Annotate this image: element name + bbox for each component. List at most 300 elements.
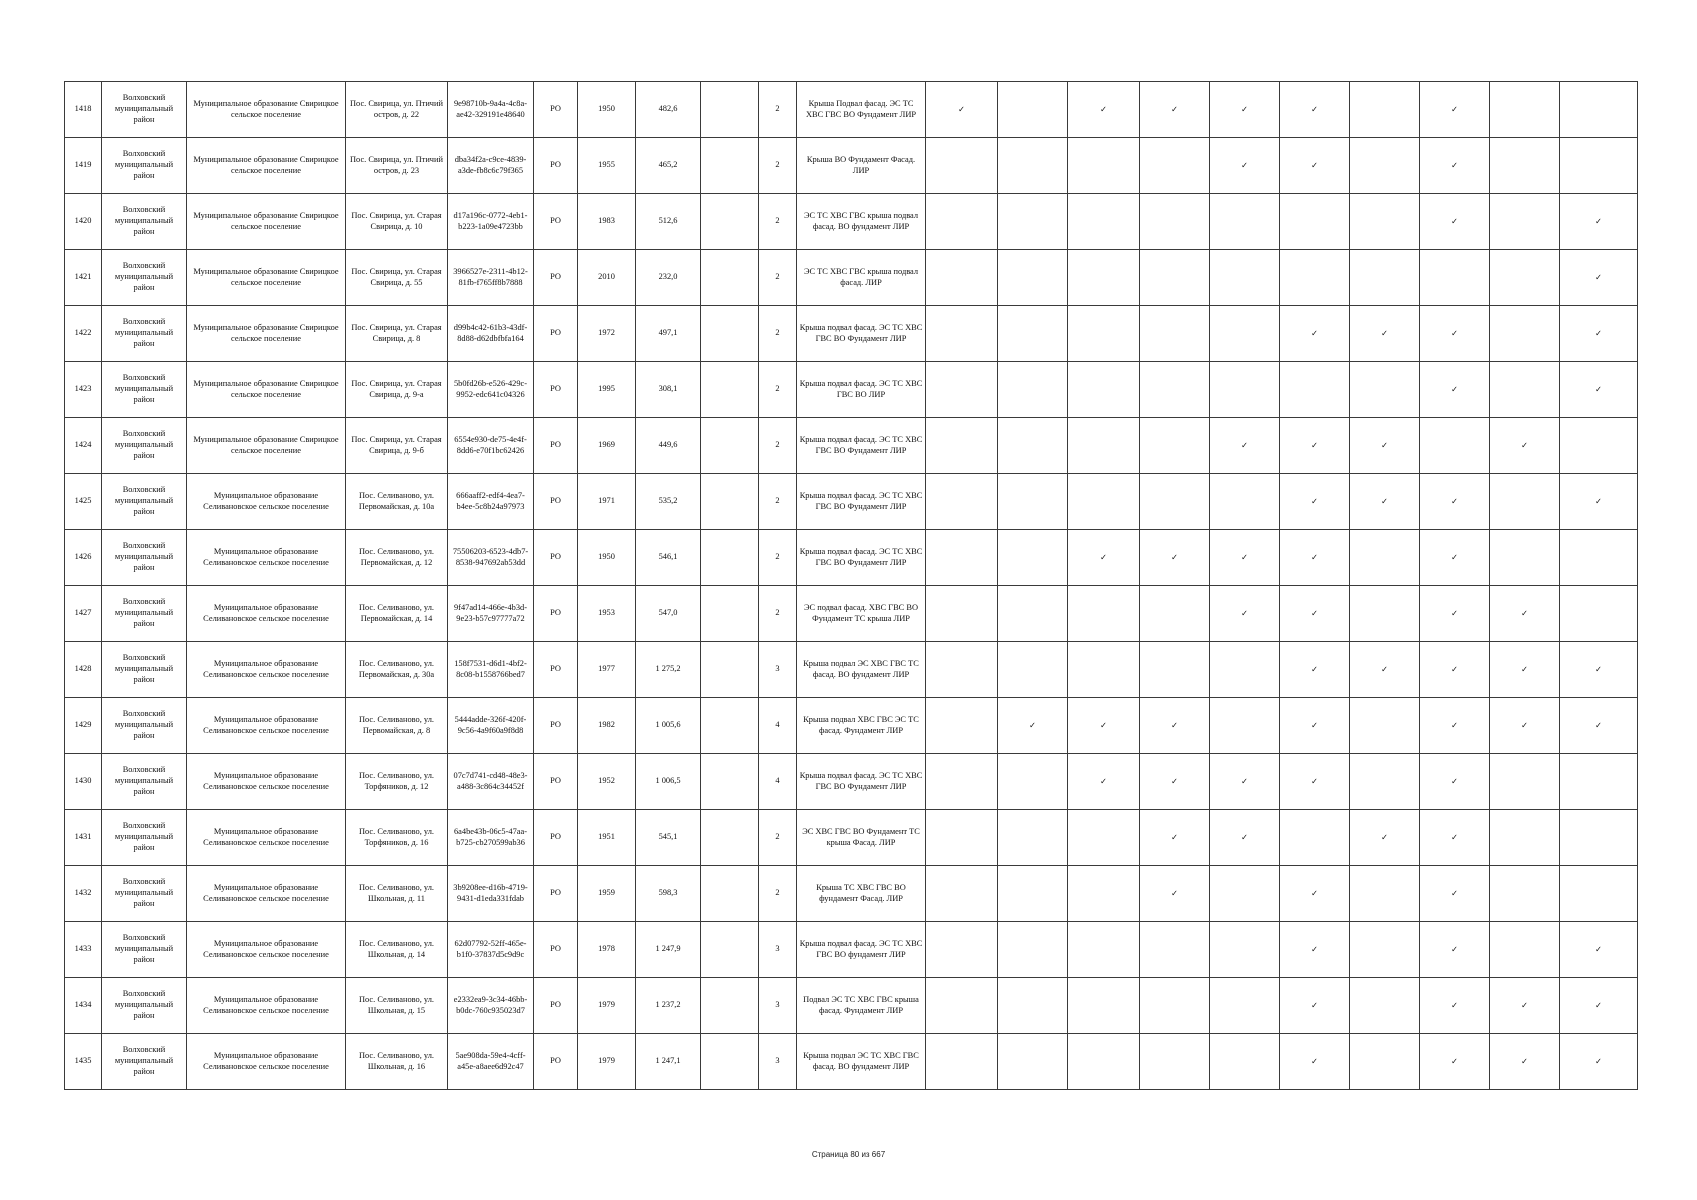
blank-cell xyxy=(701,250,759,306)
empty-mark-cell xyxy=(1350,1034,1420,1090)
check-mark-icon: ✓ xyxy=(1140,82,1210,138)
empty-mark-cell xyxy=(1560,754,1638,810)
building-id-cell: dba34f2a-c9ce-4839-a3de-fb8c6c79f365 xyxy=(448,138,534,194)
empty-mark-cell xyxy=(926,698,998,754)
check-mark-icon: ✓ xyxy=(1420,474,1490,530)
empty-mark-cell xyxy=(1560,418,1638,474)
municipality-cell: Муниципальное образование Селивановское сельское поселение xyxy=(187,922,346,978)
check-mark-icon: ✓ xyxy=(998,698,1068,754)
build-year-cell: 1972 xyxy=(578,306,636,362)
empty-mark-cell xyxy=(1490,474,1560,530)
area-cell: 497,1 xyxy=(636,306,701,362)
works-list-cell: Крыша подвал ХВС ГВС ЭС ТС фасад. Фундамент ЛИР xyxy=(797,698,926,754)
works-list-cell: Крыша подвал фасад. ЭС ТС ХВС ГВС ВО фундамент ЛИР xyxy=(797,922,926,978)
empty-mark-cell xyxy=(1140,642,1210,698)
empty-mark-cell xyxy=(1560,810,1638,866)
district-cell: Волховский муниципальный район xyxy=(102,978,187,1034)
check-mark-icon: ✓ xyxy=(1420,362,1490,418)
check-mark-icon: ✓ xyxy=(1420,1034,1490,1090)
check-mark-icon: ✓ xyxy=(1280,474,1350,530)
empty-mark-cell xyxy=(1350,978,1420,1034)
address-cell: Пос. Селиваново, ул. Школьная, д. 11 xyxy=(346,866,448,922)
works-list-cell: Крыша подвал ЭС ХВС ГВС ТС фасад. ВО фундамент ЛИР xyxy=(797,642,926,698)
empty-mark-cell xyxy=(1280,362,1350,418)
municipality-cell: Муниципальное образование Селивановское сельское поселение xyxy=(187,1034,346,1090)
district-cell: Волховский муниципальный район xyxy=(102,418,187,474)
check-mark-icon: ✓ xyxy=(1490,642,1560,698)
address-cell: Пос. Свирица, ул. Старая Свирица, д. 10 xyxy=(346,194,448,250)
area-cell: 482,6 xyxy=(636,82,701,138)
check-mark-icon: ✓ xyxy=(1140,698,1210,754)
floors-cell: 3 xyxy=(759,922,797,978)
empty-mark-cell xyxy=(1560,82,1638,138)
empty-mark-cell xyxy=(1490,250,1560,306)
works-list-cell: ЭС подвал фасад. ХВС ГВС ВО Фундамент ТС крыша ЛИР xyxy=(797,586,926,642)
empty-mark-cell xyxy=(1140,1034,1210,1090)
program-type-cell: РО xyxy=(534,138,578,194)
empty-mark-cell xyxy=(926,586,998,642)
blank-cell xyxy=(701,474,759,530)
empty-mark-cell xyxy=(998,922,1068,978)
floors-cell: 2 xyxy=(759,418,797,474)
empty-mark-cell xyxy=(1420,418,1490,474)
register-table-body xyxy=(65,82,1638,1090)
district-cell: Волховский муниципальный район xyxy=(102,642,187,698)
build-year-cell: 1977 xyxy=(578,642,636,698)
row-number: 1423 xyxy=(65,362,102,418)
district-cell: Волховский муниципальный район xyxy=(102,866,187,922)
empty-mark-cell xyxy=(1140,978,1210,1034)
works-list-cell: Крыша ТС ХВС ГВС ВО фундамент Фасад. ЛИР xyxy=(797,866,926,922)
empty-mark-cell xyxy=(926,922,998,978)
floors-cell: 3 xyxy=(759,642,797,698)
program-type-cell: РО xyxy=(534,530,578,586)
check-mark-icon: ✓ xyxy=(1280,418,1350,474)
empty-mark-cell xyxy=(1140,138,1210,194)
program-type-cell: РО xyxy=(534,586,578,642)
floors-cell: 2 xyxy=(759,194,797,250)
floors-cell: 2 xyxy=(759,866,797,922)
municipality-cell: Муниципальное образование Селивановское сельское поселение xyxy=(187,866,346,922)
address-cell: Пос. Селиваново, ул. Первомайская, д. 30а xyxy=(346,642,448,698)
address-cell: Пос. Свирица, ул. Старая Свирица, д. 55 xyxy=(346,250,448,306)
floors-cell: 2 xyxy=(759,82,797,138)
check-mark-icon: ✓ xyxy=(1420,306,1490,362)
check-mark-icon: ✓ xyxy=(1560,474,1638,530)
area-cell: 1 247,1 xyxy=(636,1034,701,1090)
blank-cell xyxy=(701,362,759,418)
empty-mark-cell xyxy=(1350,586,1420,642)
area-cell: 465,2 xyxy=(636,138,701,194)
floors-cell: 2 xyxy=(759,138,797,194)
municipality-cell: Муниципальное образование Селивановское сельское поселение xyxy=(187,810,346,866)
building-id-cell: 666aaff2-edf4-4ea7-b4ee-5c8b24a97973 xyxy=(448,474,534,530)
empty-mark-cell xyxy=(1068,810,1140,866)
empty-mark-cell xyxy=(926,250,998,306)
empty-mark-cell xyxy=(926,866,998,922)
district-cell: Волховский муниципальный район xyxy=(102,250,187,306)
row-number: 1426 xyxy=(65,530,102,586)
empty-mark-cell xyxy=(1068,418,1140,474)
floors-cell: 3 xyxy=(759,978,797,1034)
row-number: 1418 xyxy=(65,82,102,138)
row-number: 1430 xyxy=(65,754,102,810)
blank-cell xyxy=(701,586,759,642)
check-mark-icon: ✓ xyxy=(1210,754,1280,810)
empty-mark-cell xyxy=(998,194,1068,250)
empty-mark-cell xyxy=(1068,642,1140,698)
blank-cell xyxy=(701,530,759,586)
build-year-cell: 1955 xyxy=(578,138,636,194)
empty-mark-cell xyxy=(1280,250,1350,306)
empty-mark-cell xyxy=(1068,866,1140,922)
address-cell: Пос. Свирица, ул. Старая Свирица, д. 9-б xyxy=(346,418,448,474)
empty-mark-cell xyxy=(1350,250,1420,306)
empty-mark-cell xyxy=(1280,194,1350,250)
district-cell: Волховский муниципальный район xyxy=(102,82,187,138)
check-mark-icon: ✓ xyxy=(1280,642,1350,698)
district-cell: Волховский муниципальный район xyxy=(102,754,187,810)
empty-mark-cell xyxy=(926,642,998,698)
empty-mark-cell xyxy=(998,1034,1068,1090)
floors-cell: 2 xyxy=(759,250,797,306)
check-mark-icon: ✓ xyxy=(1280,586,1350,642)
check-mark-icon: ✓ xyxy=(1280,138,1350,194)
area-cell: 535,2 xyxy=(636,474,701,530)
empty-mark-cell xyxy=(1068,1034,1140,1090)
table-row xyxy=(65,474,1638,530)
table-row xyxy=(65,1034,1638,1090)
check-mark-icon: ✓ xyxy=(1280,754,1350,810)
empty-mark-cell xyxy=(1280,810,1350,866)
empty-mark-cell xyxy=(1068,922,1140,978)
empty-mark-cell xyxy=(1560,530,1638,586)
row-number: 1433 xyxy=(65,922,102,978)
check-mark-icon: ✓ xyxy=(1350,306,1420,362)
table-row xyxy=(65,698,1638,754)
check-mark-icon: ✓ xyxy=(1280,922,1350,978)
check-mark-icon: ✓ xyxy=(1140,810,1210,866)
row-number: 1420 xyxy=(65,194,102,250)
table-row xyxy=(65,978,1638,1034)
district-cell: Волховский муниципальный район xyxy=(102,530,187,586)
build-year-cell: 1952 xyxy=(578,754,636,810)
empty-mark-cell xyxy=(1210,362,1280,418)
empty-mark-cell xyxy=(998,586,1068,642)
empty-mark-cell xyxy=(926,530,998,586)
empty-mark-cell xyxy=(1490,530,1560,586)
empty-mark-cell xyxy=(1140,362,1210,418)
program-type-cell: РО xyxy=(534,642,578,698)
works-list-cell: ЭС ТС ХВС ГВС крыша подвал фасад. ЛИР xyxy=(797,250,926,306)
empty-mark-cell xyxy=(998,474,1068,530)
empty-mark-cell xyxy=(1068,362,1140,418)
blank-cell xyxy=(701,698,759,754)
address-cell: Пос. Селиваново, ул. Школьная, д. 16 xyxy=(346,1034,448,1090)
works-list-cell: Крыша подвал фасад. ЭС ТС ХВС ГВС ВО Фундамент ЛИР xyxy=(797,418,926,474)
build-year-cell: 1982 xyxy=(578,698,636,754)
empty-mark-cell xyxy=(926,754,998,810)
empty-mark-cell xyxy=(1210,1034,1280,1090)
table-row xyxy=(65,362,1638,418)
program-type-cell: РО xyxy=(534,250,578,306)
row-number: 1422 xyxy=(65,306,102,362)
empty-mark-cell xyxy=(1490,82,1560,138)
build-year-cell: 1978 xyxy=(578,922,636,978)
program-type-cell: РО xyxy=(534,194,578,250)
build-year-cell: 1971 xyxy=(578,474,636,530)
empty-mark-cell xyxy=(1068,250,1140,306)
check-mark-icon: ✓ xyxy=(1140,530,1210,586)
program-type-cell: РО xyxy=(534,306,578,362)
area-cell: 232,0 xyxy=(636,250,701,306)
municipality-cell: Муниципальное образование Свирицкое сельское поселение xyxy=(187,306,346,362)
empty-mark-cell xyxy=(1490,194,1560,250)
municipality-cell: Муниципальное образование Свирицкое сельское поселение xyxy=(187,250,346,306)
blank-cell xyxy=(701,194,759,250)
floors-cell: 2 xyxy=(759,306,797,362)
works-list-cell: Крыша подвал ЭС ТС ХВС ГВС фасад. ВО фундамент ЛИР xyxy=(797,1034,926,1090)
empty-mark-cell xyxy=(1210,698,1280,754)
building-id-cell: 6554e930-de75-4e4f-8dd6-e70f1bc62426 xyxy=(448,418,534,474)
district-cell: Волховский муниципальный район xyxy=(102,1034,187,1090)
check-mark-icon: ✓ xyxy=(1280,698,1350,754)
check-mark-icon: ✓ xyxy=(1560,922,1638,978)
table-row xyxy=(65,922,1638,978)
works-list-cell: Крыша подвал фасад. ЭС ТС ХВС ГВС ВО Фундамент ЛИР xyxy=(797,306,926,362)
empty-mark-cell xyxy=(1350,698,1420,754)
check-mark-icon: ✓ xyxy=(1560,978,1638,1034)
build-year-cell: 1969 xyxy=(578,418,636,474)
build-year-cell: 2010 xyxy=(578,250,636,306)
municipality-cell: Муниципальное образование Селивановское сельское поселение xyxy=(187,474,346,530)
empty-mark-cell xyxy=(998,810,1068,866)
municipality-cell: Муниципальное образование Свирицкое сельское поселение xyxy=(187,82,346,138)
empty-mark-cell xyxy=(1210,250,1280,306)
empty-mark-cell xyxy=(1210,194,1280,250)
build-year-cell: 1995 xyxy=(578,362,636,418)
check-mark-icon: ✓ xyxy=(1140,866,1210,922)
empty-mark-cell xyxy=(1140,922,1210,978)
empty-mark-cell xyxy=(1350,194,1420,250)
build-year-cell: 1979 xyxy=(578,978,636,1034)
check-mark-icon: ✓ xyxy=(1490,418,1560,474)
empty-mark-cell xyxy=(926,978,998,1034)
check-mark-icon: ✓ xyxy=(1210,82,1280,138)
check-mark-icon: ✓ xyxy=(1280,1034,1350,1090)
build-year-cell: 1950 xyxy=(578,530,636,586)
empty-mark-cell xyxy=(1210,978,1280,1034)
blank-cell xyxy=(701,306,759,362)
area-cell: 512,6 xyxy=(636,194,701,250)
check-mark-icon: ✓ xyxy=(1350,474,1420,530)
empty-mark-cell xyxy=(1140,586,1210,642)
check-mark-icon: ✓ xyxy=(1420,810,1490,866)
check-mark-icon: ✓ xyxy=(926,82,998,138)
empty-mark-cell xyxy=(1350,82,1420,138)
blank-cell xyxy=(701,1034,759,1090)
empty-mark-cell xyxy=(1560,866,1638,922)
works-list-cell: ЭС ХВС ГВС ВО Фундамент ТС крыша Фасад. ЛИР xyxy=(797,810,926,866)
address-cell: Пос. Свирица, ул. Птичий остров, д. 23 xyxy=(346,138,448,194)
check-mark-icon: ✓ xyxy=(1560,698,1638,754)
check-mark-icon: ✓ xyxy=(1280,530,1350,586)
address-cell: Пос. Селиваново, ул. Первомайская, д. 14 xyxy=(346,586,448,642)
address-cell: Пос. Селиваново, ул. Первомайская, д. 12 xyxy=(346,530,448,586)
area-cell: 1 247,9 xyxy=(636,922,701,978)
address-cell: Пос. Селиваново, ул. Школьная, д. 15 xyxy=(346,978,448,1034)
building-id-cell: 158f7531-d6d1-4bf2-8c08-b1558766bed7 xyxy=(448,642,534,698)
empty-mark-cell xyxy=(998,754,1068,810)
blank-cell xyxy=(701,418,759,474)
address-cell: Пос. Селиваново, ул. Торфяников, д. 12 xyxy=(346,754,448,810)
table-row xyxy=(65,754,1638,810)
check-mark-icon: ✓ xyxy=(1280,82,1350,138)
empty-mark-cell xyxy=(1140,306,1210,362)
floors-cell: 3 xyxy=(759,1034,797,1090)
check-mark-icon: ✓ xyxy=(1210,530,1280,586)
district-cell: Волховский муниципальный район xyxy=(102,362,187,418)
building-id-cell: 3b9208ee-d16b-4719-9431-d1eda331fdab xyxy=(448,866,534,922)
district-cell: Волховский муниципальный район xyxy=(102,194,187,250)
area-cell: 449,6 xyxy=(636,418,701,474)
works-list-cell: ЭС ТС ХВС ГВС крыша подвал фасад. ВО фундамент ЛИР xyxy=(797,194,926,250)
check-mark-icon: ✓ xyxy=(1210,138,1280,194)
check-mark-icon: ✓ xyxy=(1210,418,1280,474)
empty-mark-cell xyxy=(1420,250,1490,306)
empty-mark-cell xyxy=(926,418,998,474)
table-row xyxy=(65,194,1638,250)
works-list-cell: Крыша подвал фасад. ЭС ТС ХВС ГВС ВО Фундамент ЛИР xyxy=(797,530,926,586)
row-number: 1428 xyxy=(65,642,102,698)
blank-cell xyxy=(701,642,759,698)
empty-mark-cell xyxy=(1490,138,1560,194)
municipality-cell: Муниципальное образование Свирицкое сельское поселение xyxy=(187,138,346,194)
program-type-cell: РО xyxy=(534,82,578,138)
empty-mark-cell xyxy=(1210,642,1280,698)
check-mark-icon: ✓ xyxy=(1420,754,1490,810)
check-mark-icon: ✓ xyxy=(1560,306,1638,362)
build-year-cell: 1953 xyxy=(578,586,636,642)
building-id-cell: 6a4be43b-06c5-47aa-b725-cb270599ab36 xyxy=(448,810,534,866)
table-row xyxy=(65,418,1638,474)
check-mark-icon: ✓ xyxy=(1420,978,1490,1034)
check-mark-icon: ✓ xyxy=(1420,530,1490,586)
empty-mark-cell xyxy=(998,250,1068,306)
building-id-cell: e2332ea9-3c34-46bb-b0dc-760c935023d7 xyxy=(448,978,534,1034)
address-cell: Пос. Свирица, ул. Старая Свирица, д. 9-а xyxy=(346,362,448,418)
check-mark-icon: ✓ xyxy=(1560,250,1638,306)
area-cell: 308,1 xyxy=(636,362,701,418)
floors-cell: 2 xyxy=(759,530,797,586)
check-mark-icon: ✓ xyxy=(1350,418,1420,474)
municipality-cell: Муниципальное образование Свирицкое сельское поселение xyxy=(187,362,346,418)
table-row xyxy=(65,866,1638,922)
municipality-cell: Муниципальное образование Селивановское сельское поселение xyxy=(187,698,346,754)
check-mark-icon: ✓ xyxy=(1420,642,1490,698)
program-type-cell: РО xyxy=(534,978,578,1034)
empty-mark-cell xyxy=(1210,866,1280,922)
check-mark-icon: ✓ xyxy=(1350,642,1420,698)
building-id-cell: d99b4c42-61b3-43df-8d88-d62dbfbfa164 xyxy=(448,306,534,362)
check-mark-icon: ✓ xyxy=(1490,978,1560,1034)
program-type-cell: РО xyxy=(534,754,578,810)
floors-cell: 2 xyxy=(759,474,797,530)
building-id-cell: 5ae908da-59e4-4cff-a45e-a8aee6d92c47 xyxy=(448,1034,534,1090)
district-cell: Волховский муниципальный район xyxy=(102,810,187,866)
blank-cell xyxy=(701,754,759,810)
check-mark-icon: ✓ xyxy=(1490,586,1560,642)
check-mark-icon: ✓ xyxy=(1560,362,1638,418)
empty-mark-cell xyxy=(1490,922,1560,978)
address-cell: Пос. Свирица, ул. Старая Свирица, д. 8 xyxy=(346,306,448,362)
program-type-cell: РО xyxy=(534,1034,578,1090)
row-number: 1419 xyxy=(65,138,102,194)
register-table xyxy=(64,81,1638,1090)
empty-mark-cell xyxy=(926,810,998,866)
district-cell: Волховский муниципальный район xyxy=(102,698,187,754)
area-cell: 598,3 xyxy=(636,866,701,922)
floors-cell: 2 xyxy=(759,810,797,866)
empty-mark-cell xyxy=(998,82,1068,138)
build-year-cell: 1950 xyxy=(578,82,636,138)
build-year-cell: 1983 xyxy=(578,194,636,250)
building-id-cell: 75506203-6523-4db7-8538-947692ab53dd xyxy=(448,530,534,586)
area-cell: 1 275,2 xyxy=(636,642,701,698)
empty-mark-cell xyxy=(1350,362,1420,418)
check-mark-icon: ✓ xyxy=(1068,754,1140,810)
page-footer xyxy=(0,1150,1697,1159)
empty-mark-cell xyxy=(1490,306,1560,362)
works-list-cell: Крыша Подвал фасад. ЭС ТС ХВС ГВС ВО Фундамент ЛИР xyxy=(797,82,926,138)
empty-mark-cell xyxy=(926,194,998,250)
empty-mark-cell xyxy=(926,138,998,194)
district-cell: Волховский муниципальный район xyxy=(102,306,187,362)
empty-mark-cell xyxy=(1068,474,1140,530)
empty-mark-cell xyxy=(998,978,1068,1034)
municipality-cell: Муниципальное образование Селивановское сельское поселение xyxy=(187,978,346,1034)
district-cell: Волховский муниципальный район xyxy=(102,586,187,642)
blank-cell xyxy=(701,978,759,1034)
district-cell: Волховский муниципальный район xyxy=(102,138,187,194)
works-list-cell: Подвал ЭС ТС ХВС ГВС крыша фасад. Фундамент ЛИР xyxy=(797,978,926,1034)
check-mark-icon: ✓ xyxy=(1420,586,1490,642)
program-type-cell: РО xyxy=(534,362,578,418)
program-type-cell: РО xyxy=(534,922,578,978)
blank-cell xyxy=(701,922,759,978)
empty-mark-cell xyxy=(998,306,1068,362)
address-cell: Пос. Селиваново, ул. Первомайская, д. 8 xyxy=(346,698,448,754)
empty-mark-cell xyxy=(1490,810,1560,866)
district-cell: Волховский муниципальный район xyxy=(102,474,187,530)
check-mark-icon: ✓ xyxy=(1420,922,1490,978)
program-type-cell: РО xyxy=(534,810,578,866)
check-mark-icon: ✓ xyxy=(1068,530,1140,586)
check-mark-icon: ✓ xyxy=(1068,82,1140,138)
empty-mark-cell xyxy=(1140,418,1210,474)
table-row xyxy=(65,82,1638,138)
check-mark-icon: ✓ xyxy=(1560,1034,1638,1090)
municipality-cell: Муниципальное образование Селивановское сельское поселение xyxy=(187,530,346,586)
row-number: 1431 xyxy=(65,810,102,866)
address-cell: Пос. Селиваново, ул. Школьная, д. 14 xyxy=(346,922,448,978)
area-cell: 1 006,5 xyxy=(636,754,701,810)
program-type-cell: РО xyxy=(534,418,578,474)
building-id-cell: 9f47ad14-466e-4b3d-9e23-b57c97777a72 xyxy=(448,586,534,642)
building-id-cell: 5444adde-326f-420f-9c56-4a9f60a9f8d8 xyxy=(448,698,534,754)
check-mark-icon: ✓ xyxy=(1210,810,1280,866)
floors-cell: 2 xyxy=(759,362,797,418)
